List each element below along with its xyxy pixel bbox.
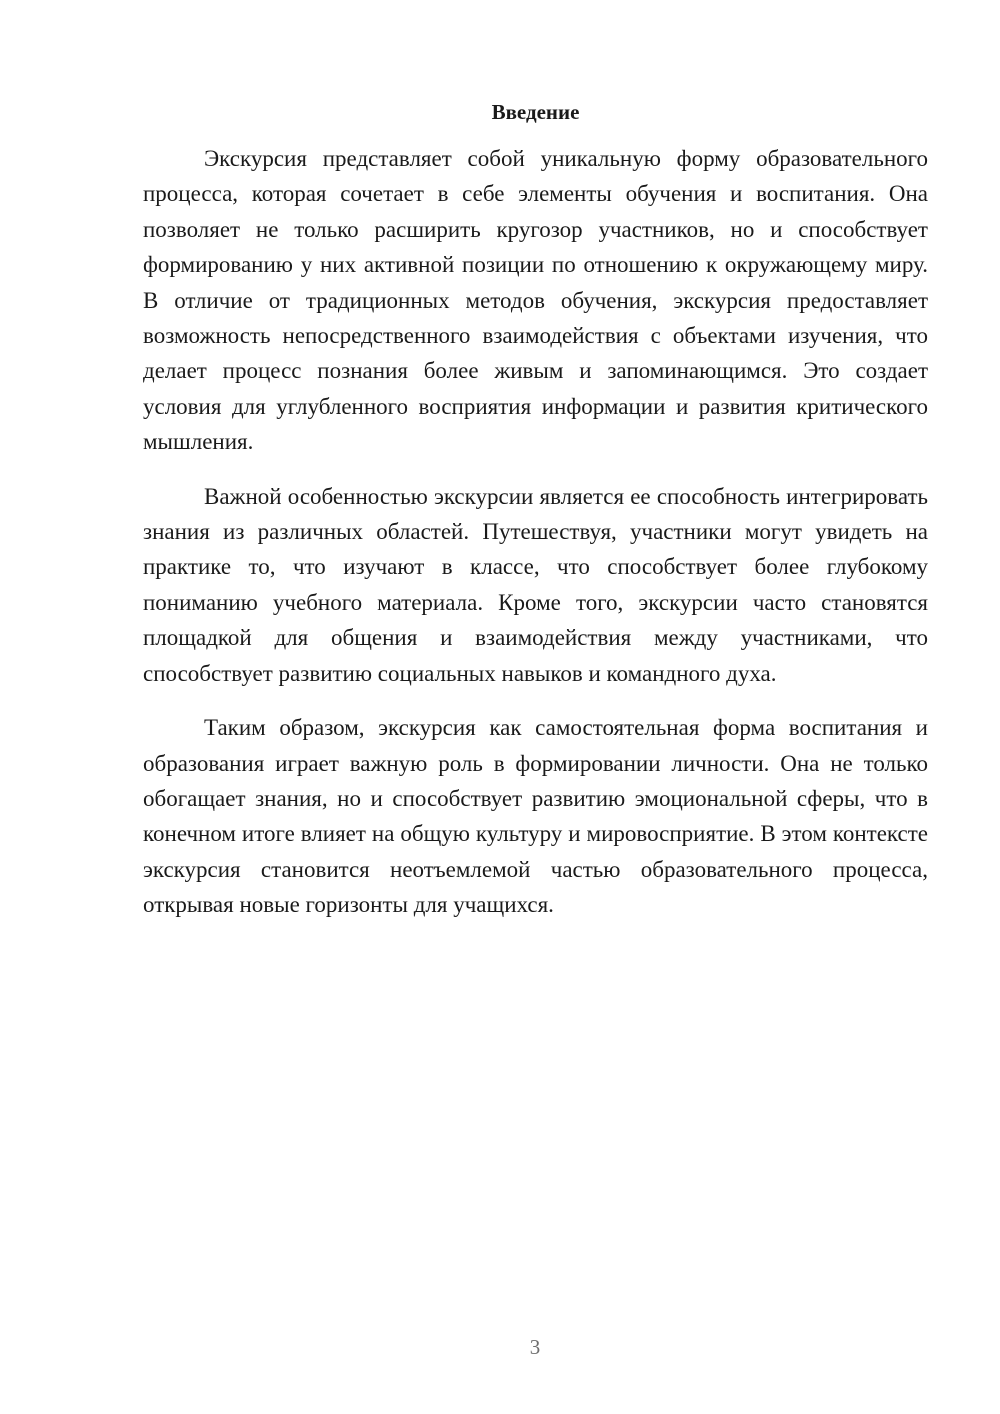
body-text (143, 141, 928, 923)
section-heading: Введение (491, 100, 580, 124)
paragraph-1: Экскурсия представляет собой уникальную форму образовательного процесса, которая сочетает в себе элементы обучения и воспитания. Она позволяет не только расширить кругозор участников, но и способствует формированию у них активной позиции по отношению к окружающему миру. В отличие от традиционных методов обучения, экскурсия предоставляет возможность непосредственного взаимодействия с объектами изучения, что делает процесс познания более живым и запоминающимся. Это создает условия для углубленного восприятия информации и развития критического мышления. (143, 146, 928, 455)
page-number: 3 (529, 1335, 541, 1359)
paragraph-3: Таким образом, экскурсия как самостоятельная форма воспитания и образования играет важную роль в формировании личности. Она не только обогащает знания, но и способствует развитию эмоциональной сферы, что в конечном итоге влияет на общую культуру и мировосприятие. В этом контексте экскурсия становится неотъемлемой частью образовательного процесса, открывая новые горизонты для учащихся. (143, 715, 928, 918)
paragraph-2: Важной особенностью экскурсии является ее способность интегрировать знания из различных областей. Путешествуя, участники могут увидеть на практике то, что изучают в классе, что способствует более глубокому пониманию учебного материала. Кроме того, экскурсии часто становятся площадкой для общения и взаимодействия между участниками, что способствует развитию социальных навыков и командного духа. (143, 483, 928, 686)
